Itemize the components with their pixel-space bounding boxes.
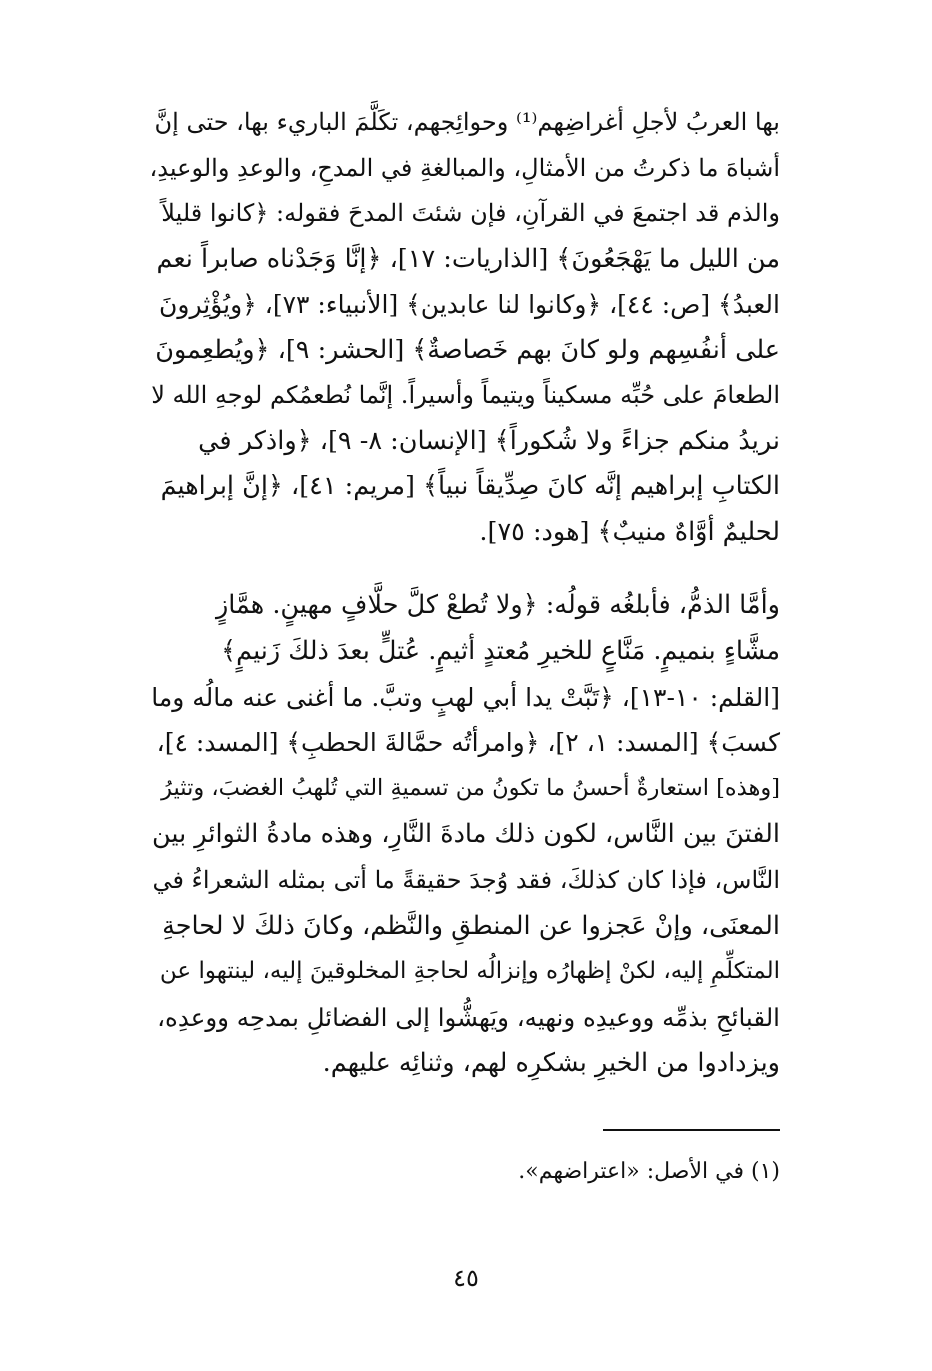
text-line: الكتابِ إبراهيم إنَّه كانَ صِدِّيقاً نبياً﴾ [مريم: ٤١]، ﴿إنَّ إبراهيمَ bbox=[160, 471, 780, 501]
text-line: لحليمٌ أوَّاهٌ منيبٌ﴾ [هود: ٧٥]. bbox=[479, 516, 780, 547]
text-line: كسبَ﴾ [المسد: ١، ٢]، ﴿وامرأتُه حمَّالةَ الحطبِ﴾ [المسد: ٤]، bbox=[156, 728, 780, 758]
text-line: النَّاس، فإذا كان كذلكَ، فقد وُجدَ حقيقةً ما أتى بمثله الشعراءُ في bbox=[152, 865, 780, 894]
text-line: [القلم: ١٠-١٣]، ﴿تَبَّتْ يدا أبي لهبٍ وتبَّ. ما أغنى عنه مالُه وما bbox=[151, 682, 780, 712]
text-line: المعنَى، وإنْ عَجزوا عن المنطقِ والنَّظم، وكانَ ذلكَ لا لحاجةِ bbox=[162, 910, 780, 941]
text-line: مشَّاءٍ بنميمٍ. مَنَّاعٍ للخيرِ مُعتدٍ أثيمٍ. عُتلٍّ بعدَ ذلكَ زَنيمٍ﴾ bbox=[221, 635, 780, 666]
text-line: المتكلِّمِ إليه، لكنْ إظهارُه وإنزالُه لحاجةِ المخلوقينَ إليه، لينتهوا عن bbox=[159, 958, 780, 985]
text-line: أشباهَ ما ذكرتُ من الأمثالِ، والمبالغةِ في المدحِ، والوعدِ والوعيدِ، bbox=[149, 153, 780, 182]
page-number: ٤٥ bbox=[453, 1264, 479, 1292]
footnote-divider bbox=[603, 1129, 780, 1131]
paragraph-praise bbox=[150, 100, 780, 555]
text-line: والذم قد اجتمعَ في القرآنِ، فإن شئتَ المدحَ فقوله: ﴿كانوا قليلاً bbox=[161, 199, 780, 227]
text-line: بها العربُ لأجلِ أغراضِهم⁽¹⁾ وحوائِجهم، تكَلَّمَ الباريء بها، حتى إنَّ bbox=[154, 108, 780, 136]
text-line: الطعامَ على حُبِّه مسكيناً ويتيماً وأسيراً. إنَّما نُطعمُكم لوجهِ الله لا bbox=[151, 381, 780, 409]
text-line: وأمَّا الذمُّ، فأبلغُه قولُه: ﴿ولا تُطعْ كلَّ حلَّافٍ مهينٍ. همَّازٍ bbox=[215, 590, 780, 620]
text-line: الفتنَ بين النَّاس، لكون ذلك مادةَ النَّارِ، وهذه مادةُ الثوائرِ بين bbox=[152, 818, 780, 849]
text-line: على أنفُسِهم ولو كانَ بهم خَصاصةٌ﴾ [الحشر: ٩]، ﴿ويُطعِمونَ bbox=[155, 334, 780, 365]
text-line: القبائحِ بذمِّه ووعيدِه ونهيه، ويَهشُّوا إلى الفضائلِ بمدحِه ووعدِه، bbox=[157, 1003, 780, 1033]
text-line: نريدُ منكم جزاءً ولا شُكوراً﴾ [الإنسان: ٨- ٩]، ﴿واذكر في bbox=[198, 425, 780, 456]
text-line: العبدُ﴾ [ص: ٤٤]، ﴿وكانوا لنا عابدين﴾ [الأنبياء: ٧٣]، ﴿ويُؤْثِرونَ bbox=[159, 290, 780, 319]
text-line: من الليل ما يَهْجَعُونَ﴾ [الذاريات: ١٧]، ﴿إنَّا وَجَدْناه صابراً نعم bbox=[156, 243, 780, 274]
footnote: (١) في الأصل: «اعتراضهم». bbox=[518, 1159, 780, 1184]
text-line: [وهذه] استعارةٌ أحسنُ ما تكونُ من تسميةِ التي تُلهبُ الغضبَ، وتثيرُ bbox=[161, 775, 780, 802]
paragraph-blame bbox=[150, 583, 780, 1087]
text-line: ويزدادوا من الخيرِ بشكرِه لهم، وثنائِه عليهم. bbox=[322, 1047, 780, 1078]
